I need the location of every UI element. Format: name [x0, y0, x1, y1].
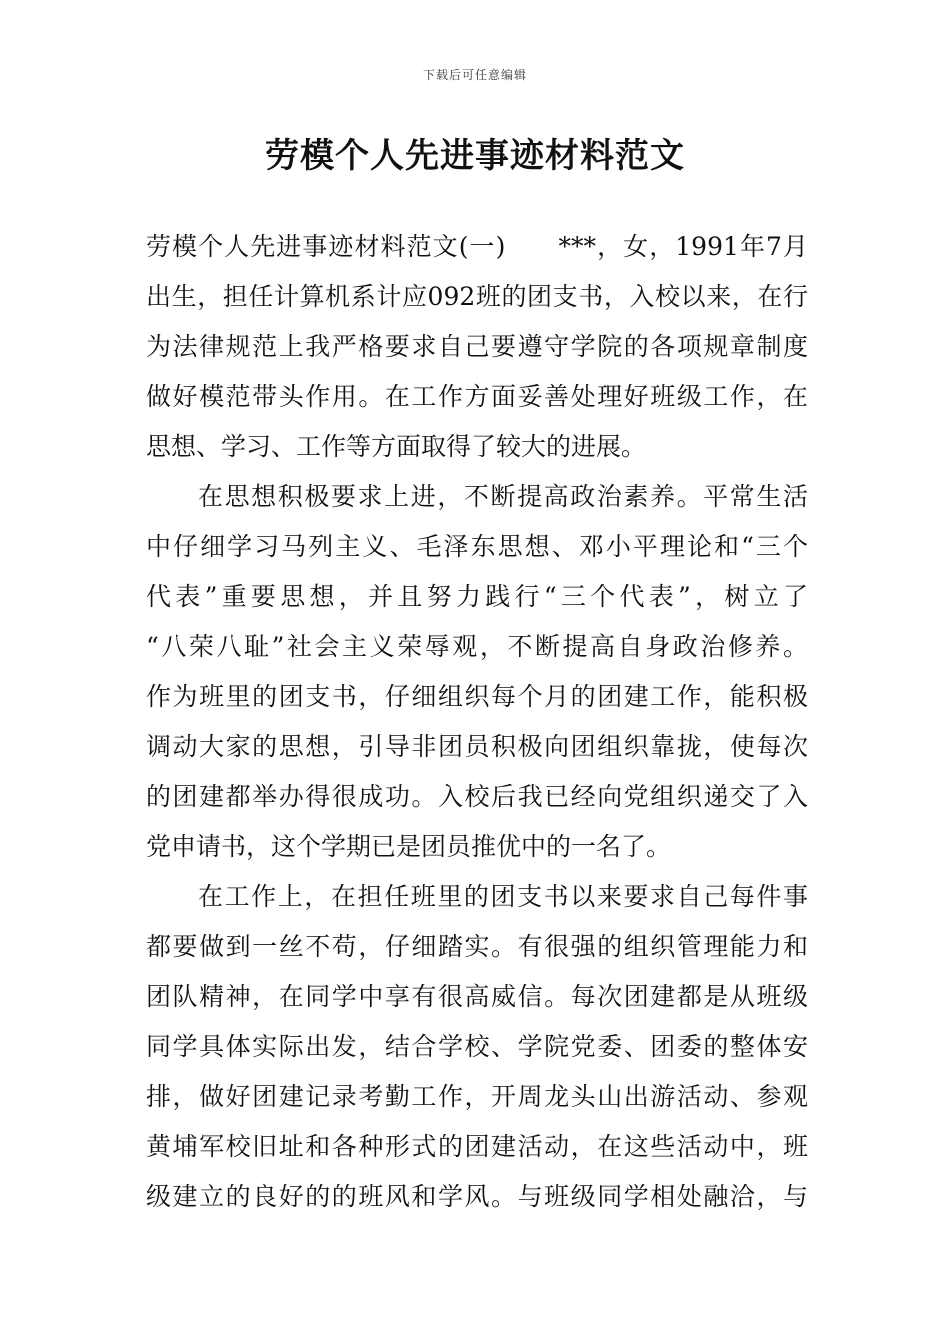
body-line: 的团建都举办得很成功。入校后我已经向党组织递交了入	[146, 782, 808, 811]
body-line: 团队精神，在同学中享有很高威信。每次团建都是从班级	[146, 982, 808, 1011]
body-line: 做好模范带头作用。在工作方面妥善处理好班级工作，在	[146, 382, 808, 411]
header-note: 下载后可任意编辑	[422, 68, 527, 82]
body-line: 思想、学习、工作等方面取得了较大的进展。	[146, 432, 647, 461]
body-line: 黄埔军校旧址和各种形式的团建活动，在这些活动中，班	[146, 1132, 808, 1161]
body-line: 出生，担任计算机系计应092班的团支书，入校以来，在行	[146, 282, 808, 311]
body-line: 都要做到一丝不苟，仔细踏实。有很强的组织管理能力和	[146, 932, 808, 961]
body-line: 代表”重要思想，并且努力践行“三个代表”，树立了	[146, 582, 808, 611]
document-body	[146, 222, 808, 1222]
body-line: 为法律规范上我严格要求自己要遵守学院的各项规章制度	[146, 332, 808, 361]
body-line: 同学具体实际出发，结合学校、学院党委、团委的整体安	[146, 1032, 808, 1061]
body-line: 中仔细学习马列主义、毛泽东思想、邓小平理论和“三个	[146, 532, 808, 561]
body-line: 劳模个人先进事迹材料范文(一) ***，女，1991年7月	[146, 232, 808, 261]
body-line: 调动大家的思想，引导非团员积极向团组织靠拢，使每次	[146, 732, 808, 761]
body-line: 党申请书，这个学期已是团员推优中的一名了。	[146, 832, 672, 861]
body-line: 级建立的良好的的班风和学风。与班级同学相处融洽，与	[146, 1182, 808, 1211]
document-title: 劳模个人先进事迹材料范文	[265, 136, 685, 176]
body-line: 在思想积极要求上进，不断提高政治素养。平常生活	[198, 482, 808, 511]
body-line: 作为班里的团支书，仔细组织每个月的团建工作，能积极	[146, 682, 808, 711]
body-line: “八荣八耻”社会主义荣辱观，不断提高自身政治修养。	[146, 632, 808, 661]
body-line: 在工作上，在担任班里的团支书以来要求自己每件事	[198, 882, 808, 911]
body-line: 排，做好团建记录考勤工作，开周龙头山出游活动、参观	[146, 1082, 808, 1111]
